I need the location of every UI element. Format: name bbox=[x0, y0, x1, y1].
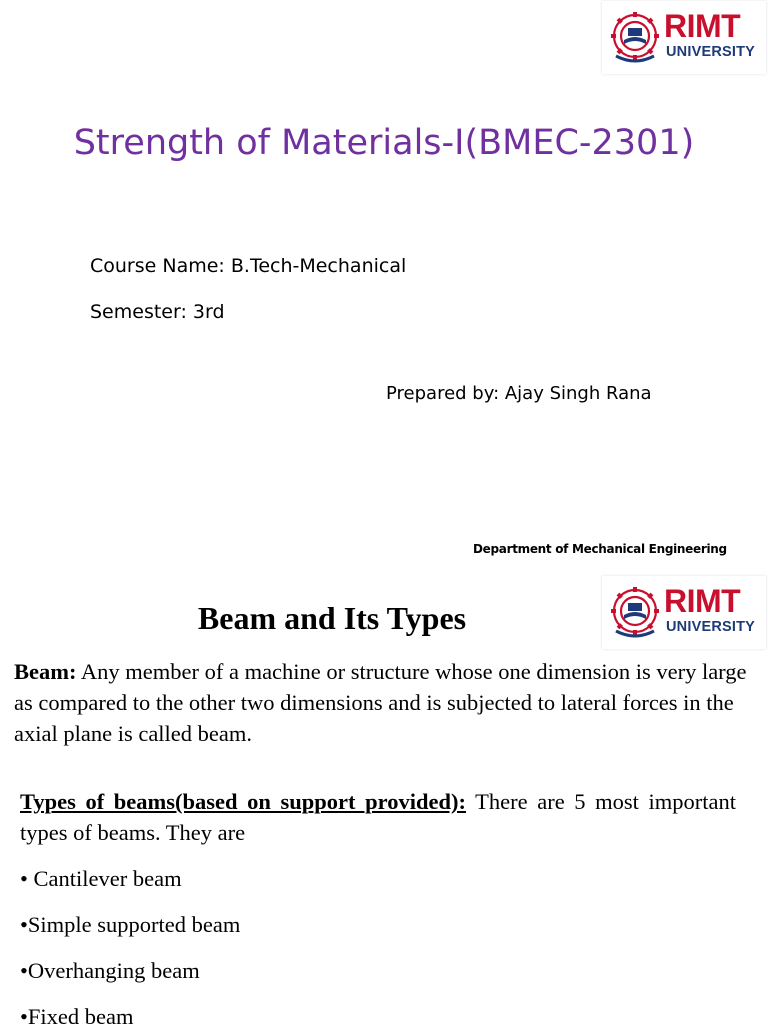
beam-definition bbox=[14, 656, 754, 749]
types-heading: Types of beams(based on support provided): bbox=[20, 789, 466, 814]
rimt-logo bbox=[602, 1, 766, 74]
prepared-by: Prepared by: Ajay Singh Rana bbox=[386, 383, 652, 404]
beam-types-list bbox=[20, 862, 240, 1024]
list-item: •Fixed beam bbox=[20, 1004, 134, 1024]
beam-term: Beam: bbox=[14, 659, 77, 684]
list-item: • Cantilever beam bbox=[20, 866, 182, 891]
university-emblem-icon bbox=[608, 10, 662, 66]
course-name: Course Name: B.Tech-Mechanical bbox=[90, 255, 407, 277]
logo-subtitle: UNIVERSITY bbox=[666, 44, 756, 60]
semester: Semester: 3rd bbox=[90, 301, 225, 323]
logo-name: RIMT bbox=[664, 8, 741, 44]
types-paragraph bbox=[20, 786, 736, 848]
slide-beam-types bbox=[0, 574, 768, 1024]
beam-definition-text: Any member of a machine or structure whose one dimension is very large as compared to the other two dimensions and is subjected to lateral forces in the axial plane is called beam. bbox=[14, 659, 747, 746]
beam-title: Beam and Its Types bbox=[197, 600, 467, 636]
logo-name: RIMT bbox=[664, 583, 741, 619]
department-label: Department of Mechanical Engineering bbox=[473, 542, 727, 556]
logo-subtitle: UNIVERSITY bbox=[666, 619, 756, 635]
types-intro: There are 5 most important types of beams. They are bbox=[20, 789, 736, 845]
slide-title-heading: Strength of Materials-I(BMEC-2301) bbox=[73, 123, 695, 163]
list-item: •Simple supported beam bbox=[20, 912, 241, 937]
list-item: •Overhanging beam bbox=[20, 958, 200, 983]
